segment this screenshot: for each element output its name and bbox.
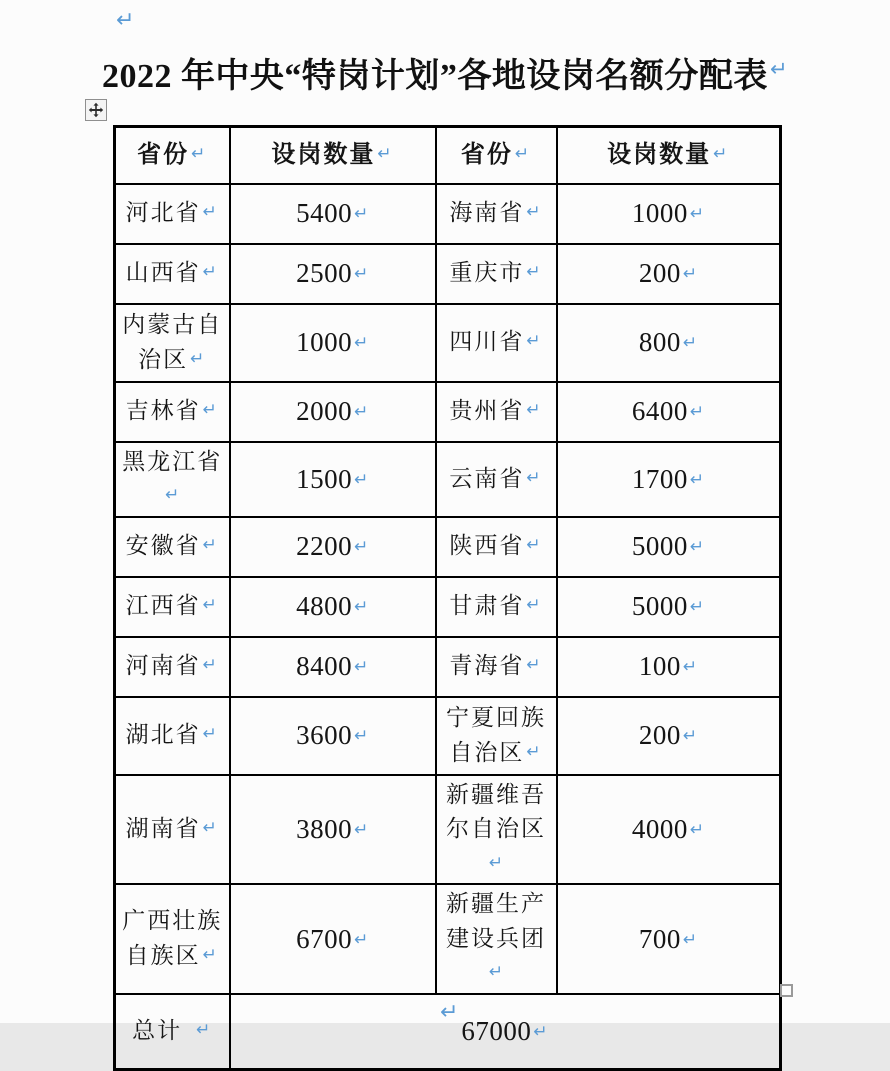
paragraph-mark-icon: ↵: [354, 597, 369, 618]
paragraph-mark-icon: ↵: [354, 537, 369, 558]
cell-text: 5400: [296, 198, 353, 229]
cell-province[interactable]: [436, 517, 557, 577]
cell-province[interactable]: [115, 442, 230, 517]
cell-count[interactable]: [230, 244, 436, 304]
paragraph-mark-icon: ↵: [682, 929, 698, 950]
paragraph-mark-icon: ↵: [202, 724, 219, 745]
cell-province[interactable]: [115, 697, 230, 775]
paragraph-mark-icon: ↵: [377, 144, 394, 165]
paragraph-mark-icon: ↵: [354, 469, 369, 490]
cell-province[interactable]: [436, 697, 557, 775]
table-row: [115, 244, 781, 304]
cell-count[interactable]: [557, 244, 781, 304]
cell-province[interactable]: [115, 382, 230, 442]
cell-text: 安徽省: [125, 533, 201, 559]
paragraph-mark-icon: ↵: [354, 264, 369, 285]
paragraph-mark-icon: ↵: [713, 144, 730, 165]
cell-count[interactable]: [230, 577, 436, 637]
paragraph-mark-icon: ↵: [354, 820, 369, 840]
cell-text: 4800: [296, 591, 353, 622]
paragraph-mark-icon: ↵: [526, 535, 543, 556]
move-arrows-icon: [88, 102, 104, 118]
cell-text: 6700: [296, 923, 353, 954]
paragraph-mark-icon: ↵: [689, 597, 705, 618]
cell-text: 6400: [631, 396, 688, 427]
cell-text: 700: [638, 923, 681, 954]
cell-total-label[interactable]: [115, 994, 230, 1070]
title-text: 2022 年中央“特岗计划”各地设岗名额分配表: [101, 58, 768, 95]
cell-text: 3800: [296, 814, 353, 844]
cell-text: 1500: [296, 463, 353, 494]
paragraph-mark-icon: ↵: [202, 262, 219, 283]
cell-province[interactable]: [436, 775, 557, 885]
cell-text: 8400: [296, 651, 353, 682]
paragraph-mark-icon: ↵: [354, 333, 369, 354]
cell-text: 新疆维吾尔自治区: [446, 781, 546, 841]
cell-province[interactable]: [436, 637, 557, 697]
paragraph-mark-icon: ↵: [526, 741, 543, 762]
paragraph-mark-icon: ↵: [202, 400, 219, 421]
paragraph-mark-icon: ↵: [682, 726, 698, 747]
cell-text: 吉林省: [125, 398, 201, 424]
cell-text: 重庆市: [449, 260, 525, 286]
cell-count[interactable]: [230, 884, 436, 994]
header-text: 设岗数量: [607, 142, 712, 169]
cell-count[interactable]: [230, 442, 436, 517]
cell-count[interactable]: [557, 517, 781, 577]
cell-total-value[interactable]: [230, 994, 781, 1070]
cell-text: 5000: [631, 531, 688, 562]
cell-text: 湖南省: [125, 816, 201, 841]
cell-count[interactable]: [557, 775, 781, 885]
paragraph-mark-icon: ↵: [202, 655, 219, 676]
cell-text: 67000: [461, 1016, 532, 1046]
paragraph-mark-icon: ↵: [689, 402, 705, 423]
table-row: [115, 382, 781, 442]
paragraph-mark-icon: ↵: [526, 400, 543, 421]
paragraph-mark-icon: ↵: [769, 57, 789, 81]
page-title[interactable]: [0, 48, 890, 97]
paragraph-mark-icon: ↵: [165, 485, 182, 505]
cell-province[interactable]: [115, 775, 230, 885]
paragraph-mark-icon: ↵: [689, 469, 705, 490]
header-text: 省份: [137, 142, 190, 169]
cell-text: 青海省: [449, 653, 525, 679]
paragraph-mark-icon: ↵: [526, 262, 543, 283]
cell-province[interactable]: [436, 442, 557, 517]
paragraph-mark-icon: ↵: [488, 852, 506, 873]
cell-province[interactable]: [115, 577, 230, 637]
cell-text: 四川省: [449, 329, 525, 355]
cell-text: 湖北省: [125, 722, 201, 748]
paragraph-mark-icon: ↵: [488, 962, 506, 982]
cell-text: 2500: [296, 258, 353, 289]
cell-province[interactable]: [436, 577, 557, 637]
paragraph-mark-icon: ↵: [191, 144, 208, 165]
paragraph-mark-icon: ↵: [202, 535, 219, 556]
table-row: [115, 577, 781, 637]
cell-count[interactable]: [557, 184, 781, 244]
cell-text: 广西壮族自族区: [122, 908, 223, 968]
paragraph-mark-icon: ↵: [526, 331, 543, 352]
table-row: [115, 637, 781, 697]
cell-text: 1000: [296, 327, 353, 358]
paragraph-mark-icon: ↵: [202, 202, 219, 223]
paragraph-mark-icon: ↵: [440, 1000, 459, 1025]
cell-text: 200: [638, 720, 681, 751]
table-row: [115, 884, 781, 994]
header-province-left[interactable]: [115, 127, 230, 184]
table-move-handle[interactable]: [85, 99, 107, 121]
paragraph-mark-icon: ↵: [196, 1020, 213, 1040]
table-resize-handle[interactable]: [780, 984, 793, 997]
paragraph-mark-icon: ↵: [526, 202, 543, 223]
cell-province[interactable]: [436, 244, 557, 304]
paragraph-mark-icon: ↵: [682, 264, 698, 285]
cell-text: 陕西省: [449, 533, 525, 559]
cell-text: 100: [638, 651, 681, 682]
table-row: [115, 697, 781, 775]
cell-count[interactable]: [557, 697, 781, 775]
header-count-right[interactable]: [557, 127, 781, 184]
cell-text: 5000: [631, 591, 688, 622]
cell-text: 内蒙古自治区: [122, 312, 223, 372]
paragraph-mark-icon: ↵: [202, 818, 219, 838]
header-province-right[interactable]: [436, 127, 557, 184]
table-row: [115, 517, 781, 577]
cell-count[interactable]: [557, 442, 781, 517]
paragraph-mark-icon: ↵: [682, 657, 698, 678]
cell-text: 总计: [132, 1018, 183, 1043]
cell-text: 1700: [631, 463, 688, 494]
cell-count[interactable]: [230, 637, 436, 697]
cell-text: 河北省: [125, 200, 201, 226]
paragraph-mark-icon: ↵: [116, 8, 135, 33]
cell-count[interactable]: [557, 637, 781, 697]
cell-text: 4000: [631, 814, 688, 844]
paragraph-mark-icon: ↵: [682, 333, 698, 354]
cell-text: 新疆生产建设兵团: [446, 891, 546, 951]
cell-text: 甘肃省: [449, 593, 525, 619]
table-row: [115, 775, 781, 885]
paragraph-mark-icon: ↵: [526, 595, 543, 616]
table-row: [115, 304, 781, 382]
cell-count[interactable]: [230, 304, 436, 382]
cell-text: 200: [638, 258, 681, 289]
paragraph-mark-icon: ↵: [354, 204, 369, 225]
cell-text: 河南省: [125, 653, 201, 679]
cell-text: 山西省: [125, 260, 201, 286]
paragraph-mark-icon: ↵: [354, 726, 369, 747]
cell-province[interactable]: [115, 304, 230, 382]
cell-text: 3600: [296, 720, 353, 751]
paragraph-mark-icon: ↵: [689, 537, 705, 558]
paragraph-mark-icon: ↵: [533, 1022, 549, 1042]
allocation-table: [113, 125, 782, 1071]
cell-count[interactable]: [557, 884, 781, 994]
cell-province[interactable]: [115, 637, 230, 697]
cell-count[interactable]: [230, 697, 436, 775]
header-count-left[interactable]: [230, 127, 436, 184]
cell-province[interactable]: [115, 884, 230, 994]
paragraph-mark-icon: ↵: [190, 348, 207, 369]
cell-text: 1000: [631, 198, 688, 229]
paragraph-mark-icon: ↵: [354, 402, 369, 423]
cell-text: 宁夏回族自治区: [446, 705, 546, 765]
paragraph-mark-icon: ↵: [689, 820, 705, 840]
cell-text: 海南省: [449, 200, 525, 226]
paragraph-mark-icon: ↵: [526, 655, 543, 676]
cell-text: 江西省: [125, 593, 201, 619]
cell-province[interactable]: [436, 382, 557, 442]
cell-text: 云南省: [449, 465, 525, 491]
paragraph-mark-icon: ↵: [202, 595, 219, 616]
cell-text: 2200: [296, 531, 353, 562]
cell-count[interactable]: [557, 382, 781, 442]
table-row: [115, 442, 781, 517]
cell-count[interactable]: [230, 184, 436, 244]
cell-province[interactable]: [436, 184, 557, 244]
cell-count[interactable]: [230, 775, 436, 885]
cell-count[interactable]: [230, 382, 436, 442]
header-text: 设岗数量: [271, 142, 376, 169]
cell-text: 800: [638, 327, 681, 358]
cell-province[interactable]: [436, 304, 557, 382]
cell-province[interactable]: [115, 184, 230, 244]
header-text: 省份: [460, 142, 513, 169]
paragraph-mark-icon: ↵: [354, 929, 369, 950]
table-row: [115, 184, 781, 244]
paragraph-mark-icon: ↵: [354, 657, 369, 678]
paragraph-mark-icon: ↵: [526, 467, 543, 488]
cell-text: 贵州省: [449, 398, 525, 424]
cell-count[interactable]: [230, 517, 436, 577]
cell-province[interactable]: [436, 884, 557, 994]
cell-text: 2000: [296, 396, 353, 427]
cell-count[interactable]: [557, 304, 781, 382]
cell-province[interactable]: [115, 244, 230, 304]
cell-text: 黑龙江省: [122, 448, 223, 474]
paragraph-mark-icon: ↵: [514, 144, 532, 165]
cell-province[interactable]: [115, 517, 230, 577]
paragraph-mark-icon: ↵: [202, 944, 219, 965]
table-header-row: [115, 127, 781, 184]
cell-count[interactable]: [557, 577, 781, 637]
paragraph-mark-icon: ↵: [689, 204, 705, 225]
